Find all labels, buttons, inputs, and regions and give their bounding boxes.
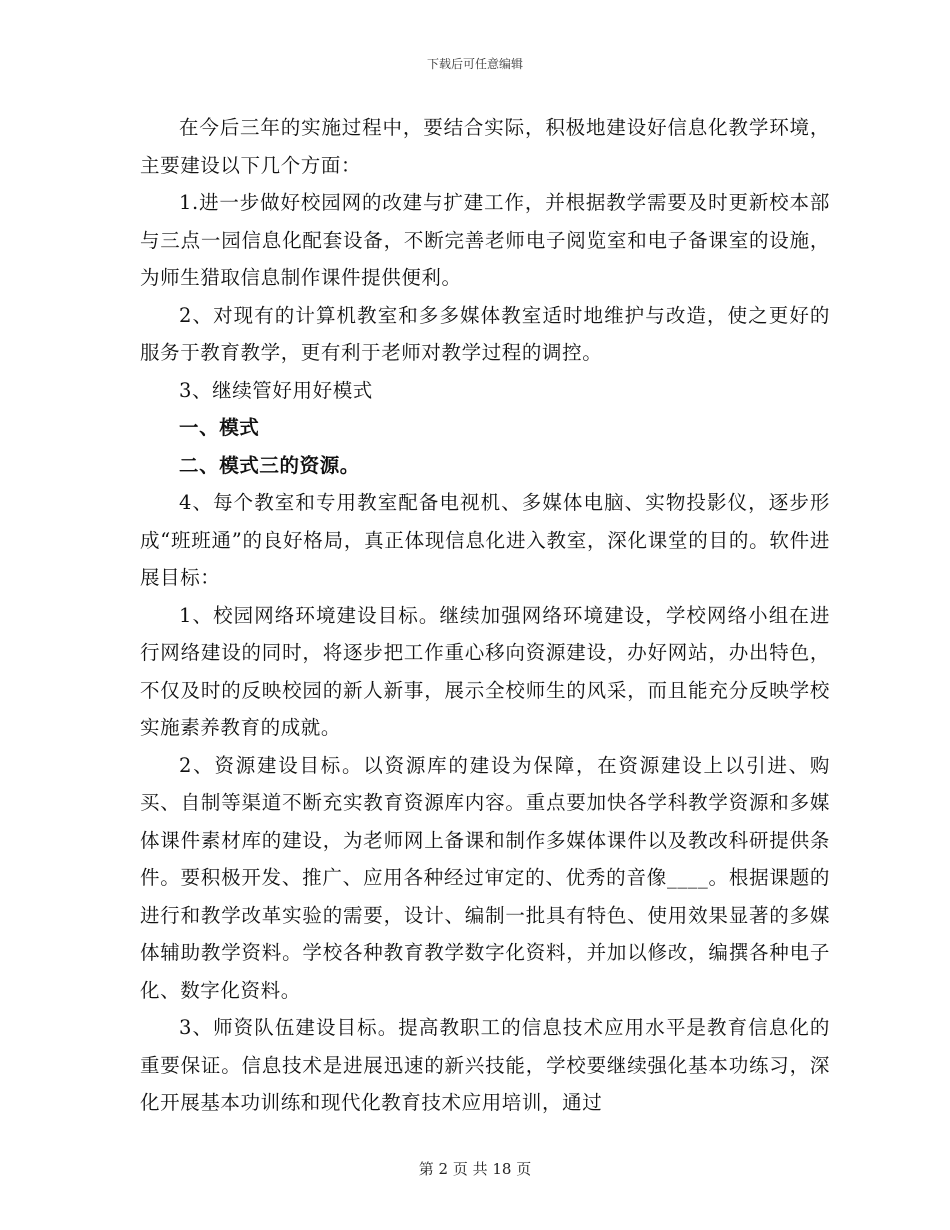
document-body (140, 109, 830, 1122)
paragraph: 3、师资队伍建设目标。提高教职工的信息技术应用水平是教育信息化的重要保证。信息技术是进展迅速的新兴技能，学校要继续强化基本功练习，深化开展基本功训练和现代化教育技术应用培训，通过 (140, 1016, 830, 1114)
page-header: 下载后可任意编辑 (426, 57, 523, 71)
paragraph: 4、每个教室和专用教室配备电视机、多媒体电脑、实物投影仪，逐步形成“班班通”的良好格局，真正体现信息化进入教室，深化课堂的目的。软件进展目标： (140, 491, 830, 589)
section-heading: 二、模式三的资源。 (179, 453, 360, 477)
paragraph: 2、资源建设目标。以资源库的建设为保障，在资源建设上以引进、购买、自制等渠道不断充实教育资源库内容。重点要加快各学科教学资源和多媒体课件素材库的建设，为老师网上备课和制作多媒体课件以及教改科研提供条件。要积极开发、推广、应用各种经过审定的、优秀的音像____。根据课题的进行和教学改革实验的需要，设计、编制一批具有特色、使用效果显著的多媒体辅助教学资料。学校各种教育教学数字化资料，并加以修改，编撰各种电子化、数字化资料。 (140, 753, 830, 1002)
section-heading: 一、模式 (179, 416, 260, 439)
paragraph: 1、校园网络环境建设目标。继续加强网络环境建设，学校网络小组在进行网络建设的同时，将逐步把工作重心移向资源建设，办好网站，办出特色，不仅及时的反映校园的新人新事，展示全校师生的风采，而且能充分反映学校实施素养教育的成就。 (140, 603, 830, 739)
paragraph: 3、继续管好用好模式 (179, 378, 373, 402)
paragraph: 1.进一步做好校园网的改建与扩建工作，并根据教学需要及时更新校本部与三点一园信息化配套设备，不断完善老师电子阅览室和电子备课室的设施，为师生猎取信息制作课件提供便利。 (140, 191, 830, 289)
paragraph: 2、对现有的计算机教室和多多媒体教室适时地维护与改造，使之更好的服务于教育教学，更有利于老师对教学过程的调控。 (140, 303, 830, 364)
paragraph: 在今后三年的实施过程中，要结合实际，积极地建设好信息化教学环境，主要建设以下几个方面： (140, 116, 830, 177)
page-number: 第 2 页 共 18 页 (418, 1160, 532, 1178)
